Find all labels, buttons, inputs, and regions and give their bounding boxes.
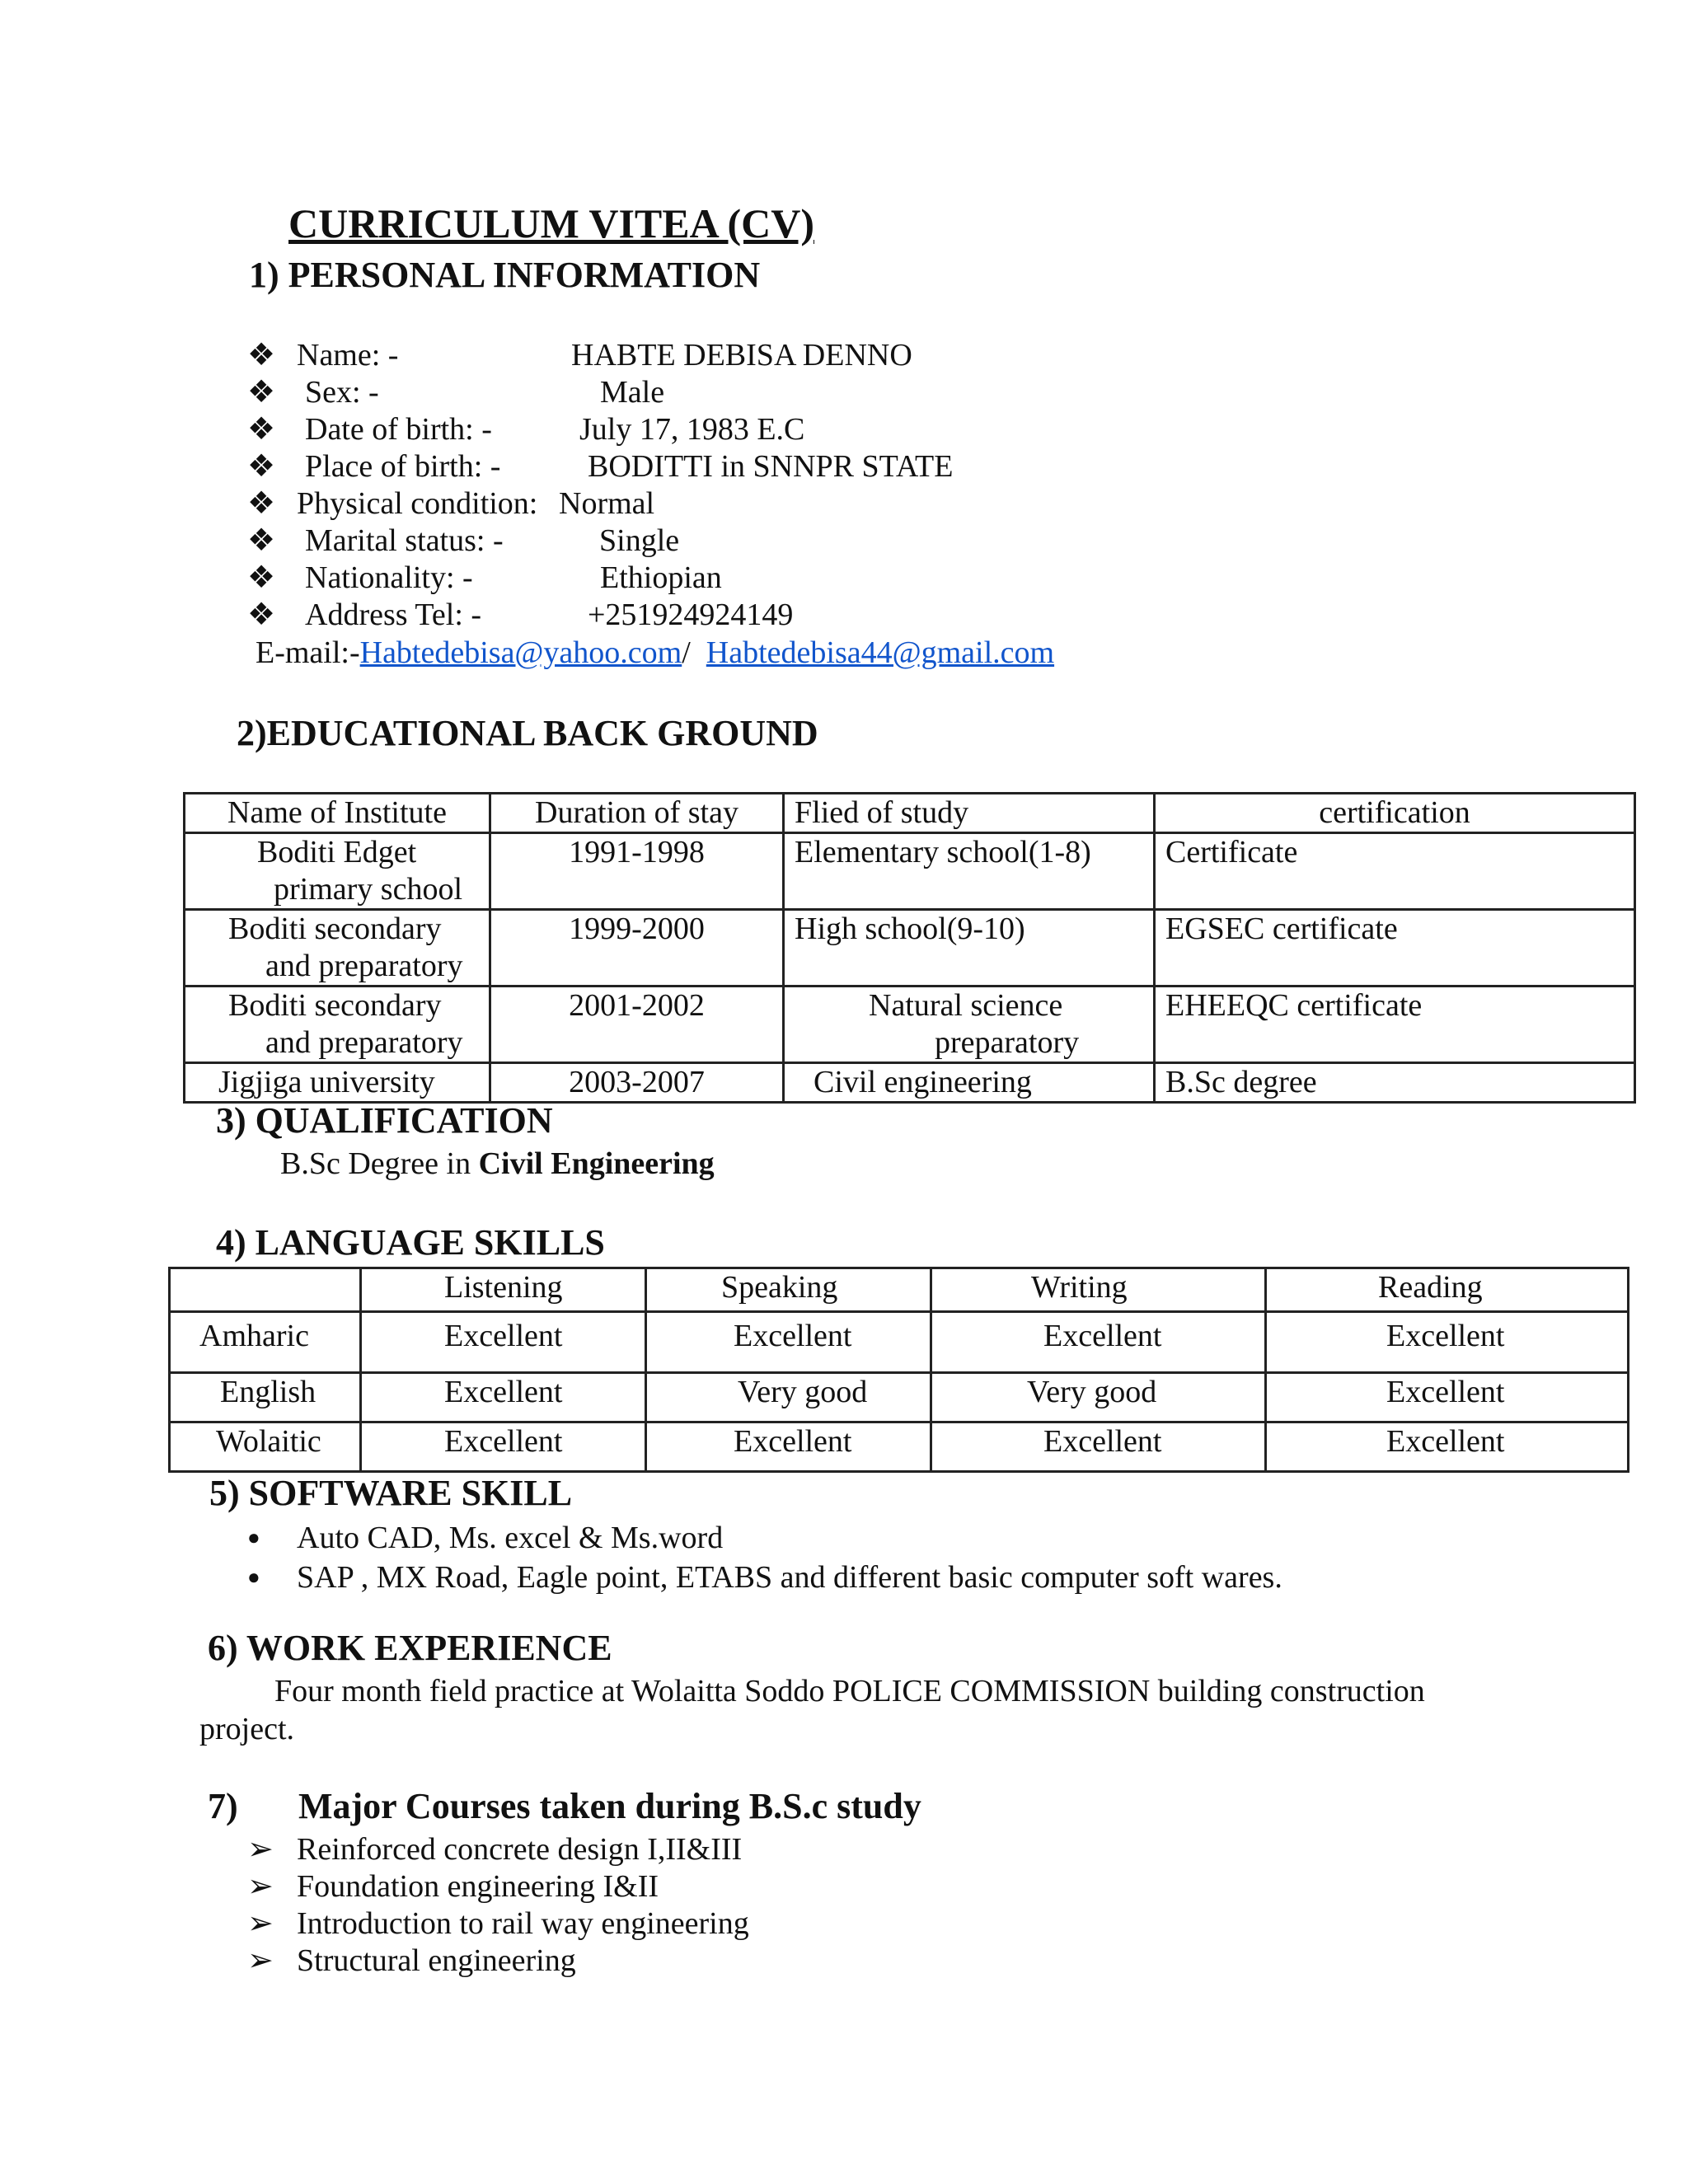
- email-link-gmail[interactable]: Habtedebisa44@gmail.com: [706, 635, 1055, 670]
- personal-row-sex: [247, 377, 1071, 410]
- table-header-row: [170, 1268, 1629, 1312]
- lang-cell: English: [170, 1373, 361, 1422]
- list-item: ➢ Foundation engineering I&II: [247, 1869, 659, 1904]
- email-link-yahoo[interactable]: Habtedebisa@yahoo.com: [359, 635, 682, 670]
- courses-heading: Major Courses taken during B.S.c study: [298, 1786, 921, 1826]
- header-reading: Reading: [1266, 1268, 1629, 1312]
- arrow-bullet-icon: ➢: [247, 1832, 274, 1867]
- header-duration: Duration of stay: [490, 794, 784, 833]
- table-row: [185, 910, 1635, 987]
- cert-cell: B.Sc degree: [1155, 1063, 1635, 1103]
- listening-cell: Excellent: [361, 1373, 646, 1422]
- pob-label: Place of birth: -: [305, 449, 501, 484]
- nationality-label: Nationality: -: [305, 560, 473, 595]
- listening-cell: Excellent: [361, 1422, 646, 1472]
- header-field: Flied of study: [784, 794, 1155, 833]
- sex-label: Sex: -: [305, 375, 379, 410]
- dob-value: July 17, 1983 E.C: [579, 412, 805, 447]
- table-row: [185, 1063, 1635, 1103]
- lang-cell: Wolaitic: [170, 1422, 361, 1472]
- reading-cell: Excellent: [1266, 1312, 1629, 1373]
- list-item: ➢ Structural engineering: [247, 1943, 576, 1978]
- dot-bullet-icon: ●: [247, 1565, 260, 1589]
- language-heading: 4) LANGUAGE SKILLS: [216, 1222, 605, 1263]
- name-value: HABTE DEBISA DENNO: [571, 338, 912, 373]
- address-value: +251924924149: [588, 598, 794, 632]
- sex-value: Male: [600, 375, 665, 410]
- email-separator: /: [682, 635, 691, 670]
- education-table: [183, 792, 1636, 1104]
- header-blank: [170, 1268, 361, 1312]
- header-writing: Writing: [931, 1268, 1266, 1312]
- physical-value: Normal: [559, 486, 655, 521]
- list-item: ➢ Reinforced concrete design I,II&III: [247, 1832, 743, 1867]
- reading-cell: Excellent: [1266, 1373, 1629, 1422]
- table-row: [170, 1312, 1629, 1373]
- table-header-row: [185, 794, 1635, 833]
- email-line: [256, 637, 1054, 668]
- personal-row-address: [247, 599, 1071, 632]
- dot-bullet-icon: ●: [247, 1526, 260, 1549]
- education-heading: 2)EDUCATIONAL BACK GROUND: [237, 713, 818, 753]
- qualification-text: B.Sc Degree in Civil Engineering: [280, 1146, 715, 1181]
- diamond-bullet-icon: ❖: [247, 338, 276, 373]
- address-label: Address Tel: -: [305, 598, 482, 632]
- duration-cell: 2001-2002: [490, 987, 784, 1063]
- dob-label: Date of birth: -: [305, 412, 492, 447]
- duration-cell: 1991-1998: [490, 833, 784, 910]
- physical-label: Physical condition:: [297, 486, 538, 521]
- duration-cell: 1999-2000: [490, 910, 784, 987]
- field-cell: Elementary school(1-8): [784, 833, 1155, 910]
- table-row: [185, 987, 1635, 1063]
- personal-row-dob: [247, 414, 1071, 447]
- writing-cell: Excellent: [931, 1312, 1266, 1373]
- work-heading: 6) WORK EXPERIENCE: [208, 1628, 612, 1668]
- reading-cell: Excellent: [1266, 1422, 1629, 1472]
- email-label: E-mail:-: [256, 635, 360, 670]
- table-row: [170, 1422, 1629, 1472]
- diamond-bullet-icon: ❖: [247, 560, 276, 595]
- diamond-bullet-icon: ❖: [247, 449, 276, 484]
- personal-info-heading: 1) PERSONAL INFORMATION: [249, 255, 761, 295]
- nationality-value: Ethiopian: [600, 560, 722, 595]
- listening-cell: Excellent: [361, 1312, 646, 1373]
- table-row: [170, 1373, 1629, 1422]
- speaking-cell: Very good: [646, 1373, 931, 1422]
- name-label: Name: -: [297, 338, 399, 373]
- arrow-bullet-icon: ➢: [247, 1906, 274, 1941]
- duration-cell: 2003-2007: [490, 1063, 784, 1103]
- personal-row-name: [247, 340, 1071, 373]
- diamond-bullet-icon: ❖: [247, 523, 276, 558]
- diamond-bullet-icon: ❖: [247, 598, 276, 632]
- header-speaking: Speaking: [646, 1268, 931, 1312]
- table-row: [185, 833, 1635, 910]
- courses-number: 7): [208, 1786, 238, 1826]
- field-cell: Natural science preparatory: [784, 987, 1155, 1063]
- institute-cell: Jigjiga university: [185, 1063, 490, 1103]
- cert-cell: EHEEQC certificate: [1155, 987, 1635, 1063]
- institute-cell: Boditi Edget primary school: [185, 833, 490, 910]
- institute-cell: Boditi secondary and preparatory: [185, 987, 490, 1063]
- pob-value: BODITTI in SNNPR STATE: [588, 449, 954, 484]
- diamond-bullet-icon: ❖: [247, 486, 276, 521]
- diamond-bullet-icon: ❖: [247, 412, 276, 447]
- personal-row-physical: [247, 488, 1071, 521]
- arrow-bullet-icon: ➢: [247, 1943, 274, 1978]
- page-title: CURRICULUM VITEA (CV): [288, 200, 814, 246]
- writing-cell: Very good: [931, 1373, 1266, 1422]
- writing-cell: Excellent: [931, 1422, 1266, 1472]
- marital-label: Marital status: -: [305, 523, 504, 558]
- personal-row-nationality: [247, 562, 1071, 595]
- header-listening: Listening: [361, 1268, 646, 1312]
- arrow-bullet-icon: ➢: [247, 1869, 274, 1904]
- software-heading: 5) SOFTWARE SKILL: [209, 1473, 573, 1513]
- lang-cell: Amharic: [170, 1312, 361, 1373]
- list-item: ➢ Introduction to rail way engineering: [247, 1906, 749, 1941]
- list-item: ● SAP , MX Road, Eagle point, ETABS and different basic computer soft wares.: [247, 1560, 1282, 1595]
- qualification-heading: 3) QUALIFICATION: [216, 1100, 553, 1141]
- speaking-cell: Excellent: [646, 1312, 931, 1373]
- personal-row-pob: [247, 451, 1071, 484]
- field-cell: Civil engineering: [784, 1063, 1155, 1103]
- cert-cell: Certificate: [1155, 833, 1635, 910]
- personal-row-marital: [247, 525, 1071, 558]
- field-cell: High school(9-10): [784, 910, 1155, 987]
- speaking-cell: Excellent: [646, 1422, 931, 1472]
- header-certification: certification: [1155, 794, 1635, 833]
- work-text-line-2: project.: [199, 1712, 295, 1746]
- header-institute: Name of Institute: [185, 794, 490, 833]
- language-table: [168, 1267, 1629, 1473]
- work-text-line-1: Four month field practice at Wolaitta Soddo POLICE COMMISSION building construction: [274, 1674, 1425, 1708]
- marital-value: Single: [599, 523, 680, 558]
- diamond-bullet-icon: ❖: [247, 375, 276, 410]
- cert-cell: EGSEC certificate: [1155, 910, 1635, 987]
- list-item: ● Auto CAD, Ms. excel & Ms.word: [247, 1521, 724, 1555]
- institute-cell: Boditi secondary and preparatory: [185, 910, 490, 987]
